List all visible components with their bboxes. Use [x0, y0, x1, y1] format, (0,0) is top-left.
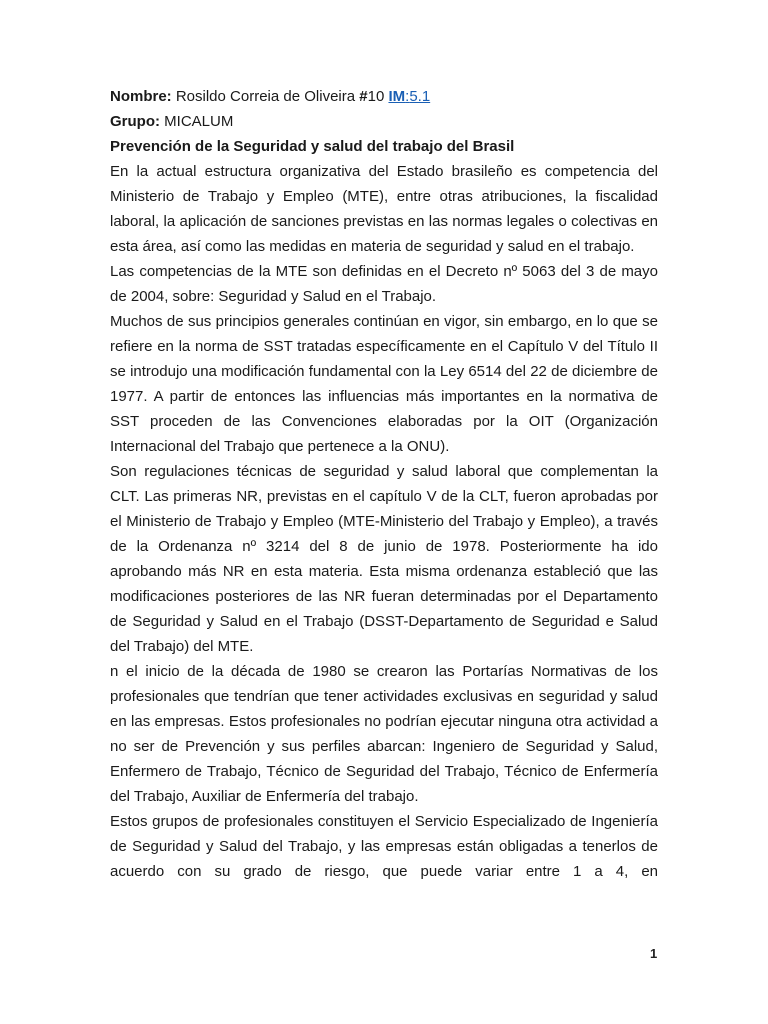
- paragraph-6: Estos grupos de profesionales constituyen el Servicio Especializado de Ingeniería de Seguridad y Salud del Trabajo, y las empresas están obligadas a tenerlos de acuerdo con su grado de riesgo, que puede variar entre 1 a 4, en: [110, 813, 658, 880]
- paragraph-1: En la actual estructura organizativa del Estado brasileño es competencia del Ministerio de Trabajo y Empleo (MTE), entre otras atribuciones, la fiscalidad laboral, la aplicación de sanciones previstas en las normas legales o colectivas en esta área, así como las medidas en materia de seguridad y salud en el trabajo.: [110, 163, 658, 255]
- paragraph-2: Las competencias de la MTE son definidas en el Decreto nº 5063 del 3 de mayo de 2004, sobre: Seguridad y Salud en el Trabajo.: [110, 263, 658, 305]
- paragraph-5: n el inicio de la década de 1980 se crearon las Portarías Normativas de los profesionales que tendrían que tener actividades exclusivas en seguridad y salud en las empresas. Estos profesionales no podrían ejecutar ninguna otra actividad a no ser de Prevención y sus perfiles abarcan: Ingeniero de Seguridad y Salud, Enfermero de Trabajo, Técnico de Seguridad del Trabajo, Técnico de Enfermería del Trabajo, Auxiliar de Enfermería del trabajo.: [110, 663, 658, 805]
- nombre-value: Rosildo Correia de Oliveira: [175, 88, 356, 105]
- grupo-label: Grupo:: [110, 113, 160, 130]
- nombre-line: [110, 84, 658, 109]
- hash-label: #: [359, 88, 368, 105]
- student-number: 10: [367, 88, 385, 105]
- im-link[interactable]: IM: [388, 88, 406, 105]
- document-title: Prevención de la Seguridad y salud del trabajo del Brasil: [110, 138, 515, 155]
- paragraph-4: Son regulaciones técnicas de seguridad y salud laboral que complementan la CLT. Las primeras NR, previstas en el capítulo V de la CLT, fueron aprobadas por el Ministerio de Trabajo y Empleo (MTE-Ministerio del Trabajo y Empleo), a través de la Ordenanza nº 3214 del 8 de junio de 1978. Posteriormente ha ido aprobando más NR en esta materia. Esta misma ordenanza estableció que las modificaciones posteriores de las NR fueran determinadas por el Departamento de Seguridad y Salud en el Trabajo (DSST-Departamento de Seguridad e Salud del Trabajo) del MTE.: [110, 463, 658, 655]
- page-number: 1: [650, 946, 658, 961]
- paragraph-3: Muchos de sus principios generales continúan en vigor, sin embargo, en lo que se refiere en la norma de SST tratadas específicamente en el Capítulo V del Título II se introdujo una modificación fundamental con la Ley 6514 del 22 de diciembre de 1977. A partir de entonces las influencias más importantes en la normativa de SST proceden de las Convenciones elaboradas por la OIT (Organización Internacional del Trabajo que pertenece a la ONU).: [110, 313, 658, 455]
- im-version-link[interactable]: 5.1: [409, 88, 431, 105]
- grupo-value: MICALUM: [164, 113, 234, 130]
- document-body: [110, 84, 658, 884]
- grupo-line: [110, 109, 658, 134]
- nombre-label: Nombre:: [110, 88, 172, 105]
- im-separator[interactable]: :: [405, 88, 410, 105]
